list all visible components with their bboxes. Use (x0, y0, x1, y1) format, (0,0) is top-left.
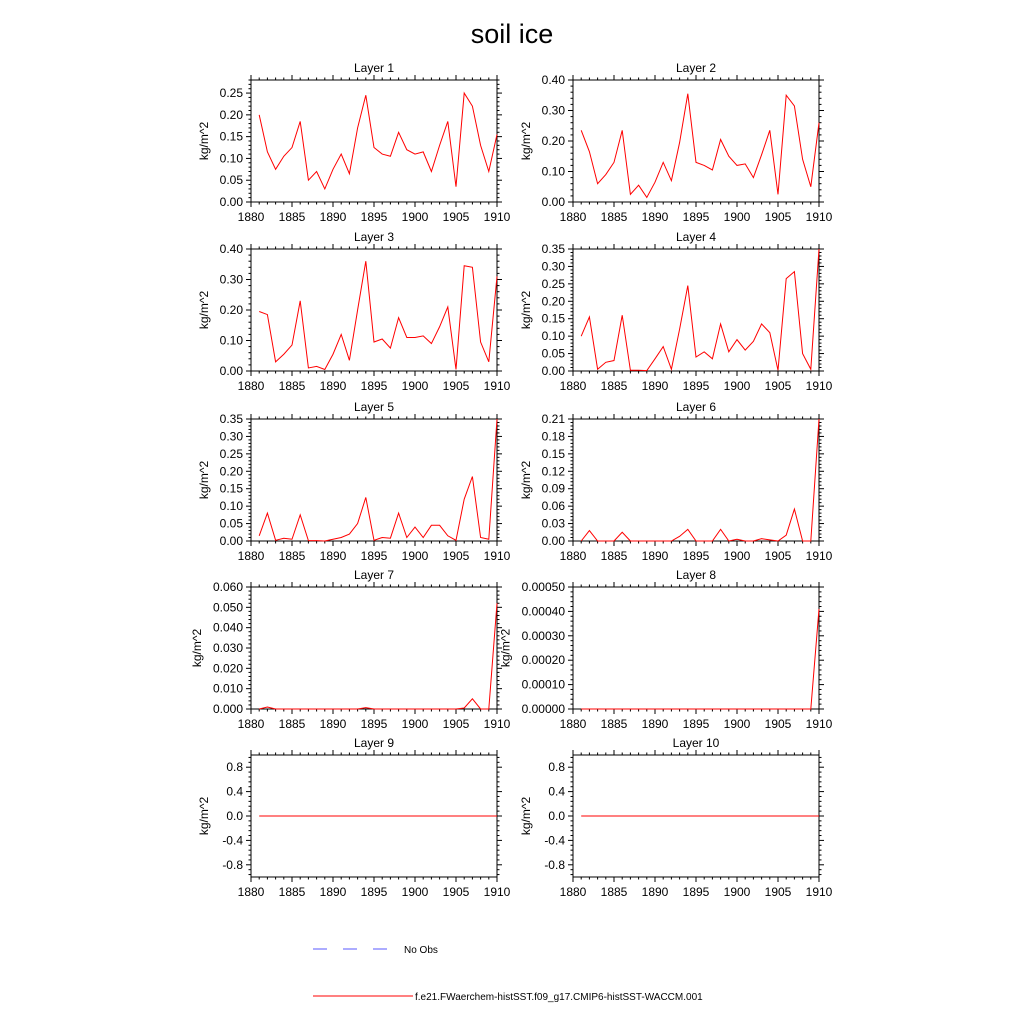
y-tick-label: 0.20 (219, 107, 243, 122)
x-tick-label: 1890 (319, 717, 347, 731)
panel-title: Layer 1 (353, 61, 395, 75)
x-tick-label: 1900 (401, 379, 429, 393)
y-tick-label: 0.8 (548, 760, 565, 775)
x-tick-label: 1890 (641, 549, 669, 563)
y-tick-label: 0.20 (219, 464, 243, 479)
x-tick-label: 1905 (764, 549, 792, 563)
y-tick-label: 0.050 (212, 600, 243, 615)
plot-frame (573, 419, 819, 541)
y-axis-label: kg/m^2 (498, 628, 513, 668)
x-tick-label: 1910 (805, 210, 833, 224)
panel-layer-10 (519, 736, 833, 899)
x-tick-label: 1885 (600, 210, 628, 224)
panel-title: Layer 3 (353, 230, 395, 244)
y-tick-label: 0.15 (541, 446, 565, 461)
y-tick-label: 0.25 (219, 446, 243, 461)
x-tick-label: 1900 (723, 717, 751, 731)
x-tick-label: 1895 (360, 549, 388, 563)
x-tick-label: 1895 (360, 379, 388, 393)
x-tick-label: 1890 (319, 379, 347, 393)
y-axis-label: kg/m^2 (518, 121, 533, 161)
y-tick-label: 0.21 (541, 412, 565, 426)
x-tick-label: 1895 (682, 885, 710, 899)
x-tick-label: 1880 (559, 379, 587, 393)
panel-grid (190, 61, 833, 899)
series-line (259, 603, 497, 709)
x-tick-label: 1900 (723, 549, 751, 563)
y-tick-label: 0.10 (541, 164, 565, 179)
x-tick-label: 1880 (559, 549, 587, 563)
x-tick-label: 1910 (483, 885, 511, 899)
x-tick-label: 1905 (764, 717, 792, 731)
x-tick-label: 1885 (278, 717, 306, 731)
y-tick-label: 0.00 (219, 195, 243, 209)
x-tick-label: 1895 (682, 549, 710, 563)
x-tick-label: 1885 (600, 885, 628, 899)
y-tick-label: 0.020 (212, 661, 243, 676)
y-tick-label: 0.18 (541, 429, 565, 444)
y-tick-label: 0.0 (226, 809, 243, 823)
panel-title: Layer 8 (675, 568, 717, 582)
x-tick-label: 1890 (641, 210, 669, 224)
panel-title: Layer 10 (672, 736, 720, 750)
y-axis-label: kg/m^2 (196, 460, 211, 500)
panel-layer-5 (197, 400, 511, 563)
x-tick-label: 1905 (442, 379, 470, 393)
panel-layer-4 (519, 230, 833, 393)
y-tick-label: 0.00 (219, 364, 243, 378)
y-tick-label: 0.30 (219, 272, 243, 287)
y-tick-label: 0.05 (219, 173, 243, 188)
x-tick-label: 1910 (805, 549, 833, 563)
y-axis-label: kg/m^2 (518, 290, 533, 330)
legend (313, 945, 703, 1003)
y-tick-label: 0.25 (541, 276, 565, 291)
x-tick-label: 1905 (764, 210, 792, 224)
y-tick-label: 0.00000 (521, 702, 565, 716)
x-tick-label: 1905 (442, 210, 470, 224)
panel-layer-3 (197, 230, 511, 393)
y-tick-label: 0.060 (212, 580, 243, 594)
x-tick-label: 1895 (682, 717, 710, 731)
panel-layer-9 (197, 736, 511, 899)
x-tick-label: 1890 (319, 885, 347, 899)
y-tick-label: 0.10 (219, 151, 243, 166)
x-tick-label: 1885 (600, 379, 628, 393)
plot-frame (251, 419, 497, 541)
y-tick-label: 0.05 (541, 346, 565, 361)
y-tick-label: 0.10 (219, 499, 243, 514)
y-tick-label: 0.00040 (521, 604, 565, 619)
y-tick-label: 0.10 (541, 329, 565, 344)
series-line (259, 419, 497, 541)
y-tick-label: 0.30 (541, 103, 565, 118)
x-tick-label: 1910 (483, 379, 511, 393)
figure-title: soil ice (470, 19, 554, 49)
y-tick-label: 0.4 (548, 784, 565, 799)
panel-title: Layer 7 (353, 568, 395, 582)
series-line (259, 261, 497, 369)
panel-title: Layer 9 (353, 736, 395, 750)
x-tick-label: 1905 (764, 379, 792, 393)
y-tick-label: 0.8 (226, 760, 243, 775)
x-tick-label: 1910 (483, 210, 511, 224)
x-tick-label: 1900 (401, 210, 429, 224)
x-tick-label: 1885 (278, 549, 306, 563)
x-tick-label: 1910 (805, 885, 833, 899)
y-axis-label: kg/m^2 (190, 628, 204, 668)
y-tick-label: -0.8 (222, 857, 243, 872)
x-tick-label: 1880 (559, 885, 587, 899)
y-tick-label: 0.00 (219, 534, 243, 548)
y-tick-label: 0.09 (541, 481, 565, 496)
x-tick-label: 1880 (559, 210, 587, 224)
y-tick-label: 0.00050 (521, 580, 565, 594)
y-tick-label: 0.00020 (521, 653, 565, 668)
x-tick-label: 1895 (360, 885, 388, 899)
y-tick-label: 0.040 (212, 620, 243, 635)
panel-layer-1 (197, 61, 511, 224)
y-axis-label: kg/m^2 (196, 290, 211, 330)
y-tick-label: 0.0 (548, 809, 565, 823)
panel-title: Layer 4 (675, 230, 717, 244)
x-tick-label: 1910 (805, 717, 833, 731)
x-tick-label: 1900 (401, 885, 429, 899)
x-tick-label: 1900 (723, 885, 751, 899)
y-tick-label: 0.12 (541, 464, 565, 479)
y-tick-label: -0.8 (544, 857, 565, 872)
plot-frame (251, 249, 497, 371)
x-tick-label: 1880 (237, 210, 265, 224)
y-tick-label: 0.000 (212, 702, 243, 716)
series-line (581, 94, 819, 198)
y-tick-label: 0.30 (219, 429, 243, 444)
y-tick-label: 0.00 (541, 364, 565, 378)
x-tick-label: 1910 (805, 379, 833, 393)
y-tick-label: 0.030 (212, 641, 243, 655)
x-tick-label: 1905 (442, 717, 470, 731)
x-tick-label: 1880 (237, 717, 265, 731)
x-tick-label: 1885 (278, 210, 306, 224)
x-tick-label: 1890 (319, 210, 347, 224)
x-tick-label: 1885 (278, 379, 306, 393)
x-tick-label: 1905 (764, 885, 792, 899)
x-tick-label: 1900 (401, 549, 429, 563)
x-tick-label: 1900 (723, 210, 751, 224)
y-tick-label: 0.20 (541, 134, 565, 148)
y-tick-label: 0.06 (541, 499, 565, 514)
x-tick-label: 1910 (483, 549, 511, 563)
x-tick-label: 1885 (600, 549, 628, 563)
series-line (581, 249, 819, 371)
series-line (581, 419, 819, 541)
y-tick-label: 0.03 (541, 516, 565, 531)
y-tick-label: 0.05 (219, 516, 243, 531)
plot-frame (573, 587, 819, 709)
panel-layer-2 (519, 61, 833, 224)
y-tick-label: 0.30 (541, 259, 565, 274)
x-tick-label: 1890 (319, 549, 347, 563)
x-tick-label: 1880 (559, 717, 587, 731)
y-axis-label: kg/m^2 (518, 460, 533, 500)
y-tick-label: 0.00 (541, 195, 565, 209)
y-axis-label: kg/m^2 (518, 796, 533, 836)
panel-layer-6 (519, 400, 833, 563)
x-tick-label: 1890 (641, 717, 669, 731)
y-tick-label: 0.40 (219, 242, 243, 256)
x-tick-label: 1905 (442, 549, 470, 563)
y-tick-label: 0.35 (219, 412, 243, 426)
y-tick-label: 0.15 (541, 311, 565, 326)
y-tick-label: -0.4 (544, 833, 565, 848)
legend-obs-label: No Obs (404, 945, 438, 956)
y-tick-label: -0.4 (222, 833, 243, 848)
y-tick-label: 0.00010 (521, 677, 565, 692)
panel-layer-8 (498, 568, 832, 731)
panel-title: Layer 6 (675, 400, 717, 414)
x-tick-label: 1880 (237, 379, 265, 393)
x-tick-label: 1885 (600, 717, 628, 731)
x-tick-label: 1910 (483, 717, 511, 731)
panel-title: Layer 2 (675, 61, 717, 75)
x-tick-label: 1900 (401, 717, 429, 731)
x-tick-label: 1890 (641, 885, 669, 899)
y-tick-label: 0.25 (219, 86, 243, 101)
y-tick-label: 0.00 (541, 534, 565, 548)
x-tick-label: 1895 (682, 379, 710, 393)
x-tick-label: 1880 (237, 549, 265, 563)
x-tick-label: 1880 (237, 885, 265, 899)
x-tick-label: 1895 (682, 210, 710, 224)
series-line (581, 609, 819, 709)
y-tick-label: 0.35 (541, 242, 565, 256)
y-tick-label: 0.15 (219, 129, 243, 144)
y-tick-label: 0.40 (541, 73, 565, 87)
y-tick-label: 0.20 (541, 294, 565, 309)
y-axis-label: kg/m^2 (196, 121, 211, 161)
x-tick-label: 1895 (360, 210, 388, 224)
panel-layer-7 (190, 568, 511, 731)
y-tick-label: 0.00030 (521, 628, 565, 643)
x-tick-label: 1905 (442, 885, 470, 899)
plot-frame (251, 587, 497, 709)
series-line (259, 93, 497, 189)
x-tick-label: 1900 (723, 379, 751, 393)
x-tick-label: 1895 (360, 717, 388, 731)
y-tick-label: 0.4 (226, 784, 243, 799)
y-tick-label: 0.15 (219, 481, 243, 496)
y-tick-label: 0.010 (212, 681, 243, 696)
panel-title: Layer 5 (353, 400, 395, 414)
legend-model-label: f.e21.FWaerchem-histSST.f09_g17.CMIP6-histSST-WACCM.001 (415, 992, 703, 1003)
y-tick-label: 0.20 (219, 303, 243, 317)
x-tick-label: 1885 (278, 885, 306, 899)
x-tick-label: 1890 (641, 379, 669, 393)
y-tick-label: 0.10 (219, 333, 243, 348)
y-axis-label: kg/m^2 (196, 796, 211, 836)
